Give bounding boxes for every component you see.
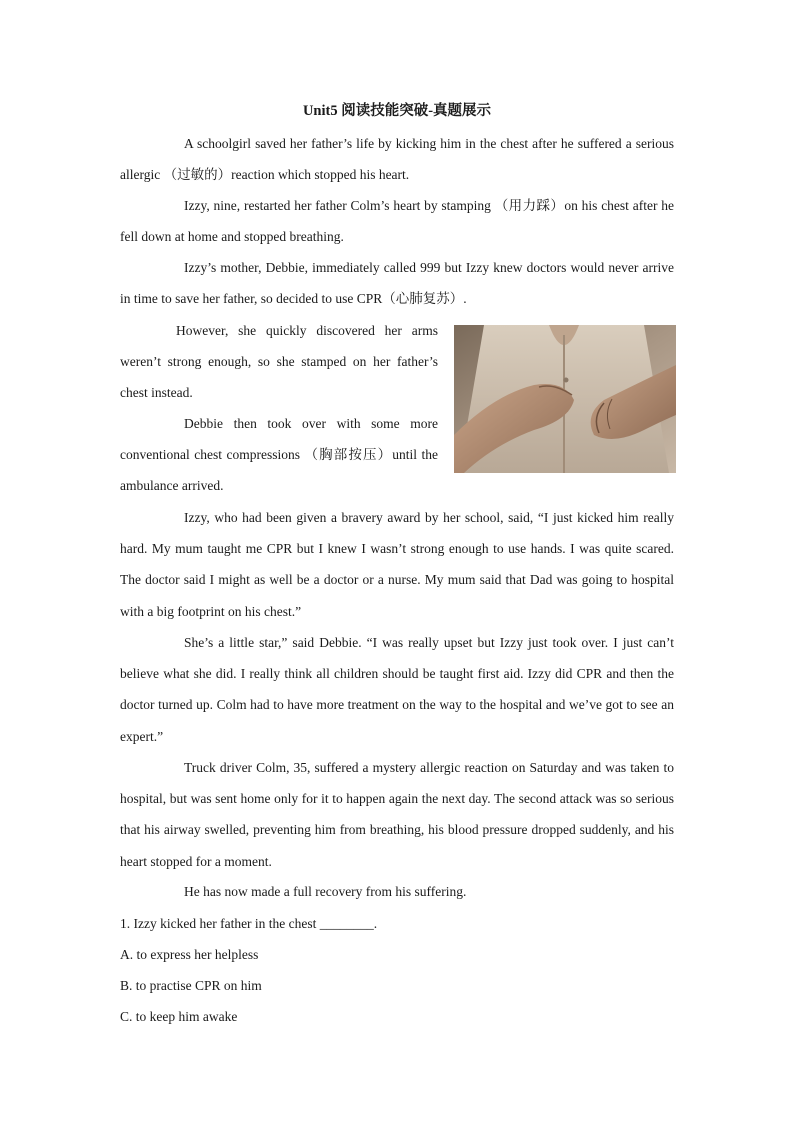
chest-pain-photo xyxy=(454,325,676,473)
paragraph-6: Izzy, who had been given a bravery award by her school, said, “I just kicked him really hard. My mum taught me CPR but I knew I wasn’t strong enough to use hands. I was quite scared. The doctor said I might as well be a doctor or a nurse. My mum said that Dad was going to hospital with a big footprint on his chest.” xyxy=(120,510,674,619)
paragraph-3: Izzy’s mother, Debbie, immediately called 999 but Izzy knew doctors would never arrive in time to save her father, so decided to use CPR（心肺复苏）. xyxy=(120,260,674,307)
paragraph-2: Izzy, nine, restarted her father Colm’s heart by stamping （用力踩）on his chest after he fell down at home and stopped breathing. xyxy=(120,198,674,245)
paragraph-1: A schoolgirl saved her father’s life by kicking him in the chest after he suffered a serious allergic （过敏的）reaction which stopped his heart. xyxy=(120,136,674,183)
paragraph-9: He has now made a full recovery from his suffering. xyxy=(184,884,467,899)
paragraph-8: Truck driver Colm, 35, suffered a mystery allergic reaction on Saturday and was taken to hospital, but was sent home only for it to happen again the next day. The second attack was so serious that his airway swelled, preventing him from breathing, his blood pressure dropped suddenly, and his heart stopped for a moment. xyxy=(120,760,674,869)
paragraph-5: Debbie then took over with some more conventional chest compressions （胸部按压）until the ambulance arrived. xyxy=(120,416,438,494)
paragraph-7: She’s a little star,” said Debbie. “I was really upset but Izzy just took over. I just can’t believe what she did. I really think all children should be taught first aid. Izzy did CPR and then the doctor turned up. Colm had to have more treatment on the way to the hospital and we’ve got to see an expert.” xyxy=(120,635,674,744)
paragraph-4: However, she quickly discovered her arms weren’t strong enough, so she stamped on her father’s chest instead. xyxy=(120,323,438,401)
option-c[interactable]: C. to keep him awake xyxy=(120,1009,238,1024)
question-stem: 1. Izzy kicked her father in the chest ________. xyxy=(120,916,378,931)
option-a[interactable]: A. to express her helpless xyxy=(120,947,259,962)
chest-pain-illustration xyxy=(454,325,676,473)
option-b[interactable]: B. to practise CPR on him xyxy=(120,978,262,993)
page-title: Unit5 阅读技能突破-真题展示 xyxy=(302,103,492,119)
